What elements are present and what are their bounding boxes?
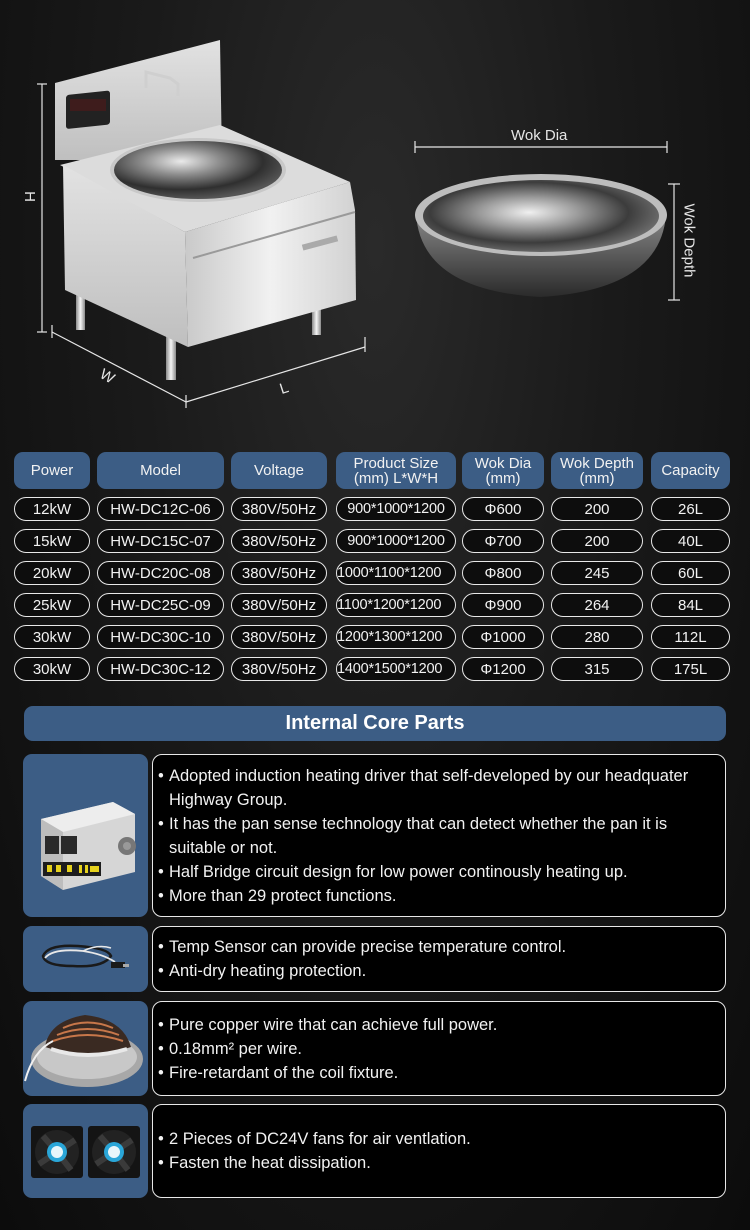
cell-power: 30kW	[14, 657, 90, 681]
cell-voltage: 380V/50Hz	[231, 625, 327, 649]
bullet-item: • 0.18mm² per wire.	[158, 1039, 302, 1058]
part-description-sensor	[152, 926, 726, 992]
core-parts-title: Internal Core Parts	[24, 706, 726, 741]
part-image-coil	[23, 1001, 148, 1096]
width-dimension-label: W	[96, 365, 118, 388]
cell-power: 15kW	[14, 529, 90, 553]
cell-size: 1000*1100*1200	[336, 561, 456, 585]
cell-size: 1400*1500*1200	[336, 657, 456, 681]
cell-size: 900*1000*1200	[336, 497, 456, 521]
header-power: Power	[14, 452, 90, 489]
wok-depth-label: Wok Depth	[680, 203, 698, 278]
temp-sensor-icon	[23, 926, 148, 992]
cell-capacity: 112L	[651, 625, 730, 649]
cell-size: 1200*1300*1200	[336, 625, 456, 649]
cell-power: 30kW	[14, 625, 90, 649]
header-voltage: Voltage	[231, 452, 327, 489]
cell-model: HW-DC30C-10	[97, 625, 224, 649]
header-wok-depth: Wok Depth (mm)	[551, 452, 643, 489]
header-model: Model	[97, 452, 224, 489]
part-image-driver	[23, 754, 148, 917]
bullet-item: • Fasten the heat dissipation.	[158, 1154, 371, 1172]
cell-model: HW-DC25C-09	[97, 593, 224, 617]
bullet-item: • Temp Sensor can provide precise temperature control.	[158, 938, 567, 956]
cell-wok-depth: 264	[551, 593, 643, 617]
bullet-item: • Pure copper wire that can achieve full power.	[158, 1015, 498, 1034]
header-capacity: Capacity	[651, 452, 730, 489]
cell-model: HW-DC30C-12	[97, 657, 224, 681]
induction-wok-stove-icon	[0, 0, 750, 430]
cell-wok-dia: Φ700	[462, 529, 544, 553]
cell-voltage: 380V/50Hz	[231, 593, 327, 617]
cell-capacity: 60L	[651, 561, 730, 585]
bullet-item: • It has the pan sense technology that can detect whether the pan it is suitable or not.	[158, 814, 668, 857]
cell-capacity: 84L	[651, 593, 730, 617]
cell-wok-depth: 200	[551, 529, 643, 553]
cell-power: 25kW	[14, 593, 90, 617]
part-description-fans	[152, 1104, 726, 1198]
bullet-item: • 2 Pieces of DC24V fans for air ventlation.	[158, 1130, 471, 1148]
induction-driver-board-icon	[23, 754, 148, 917]
cell-wok-dia: Φ900	[462, 593, 544, 617]
product-illustration	[0, 0, 750, 430]
part-image-fans	[23, 1104, 148, 1198]
part-description-coil	[152, 1001, 726, 1096]
cell-voltage: 380V/50Hz	[231, 529, 327, 553]
bullet-item: • Anti-dry heating protection.	[158, 962, 367, 980]
bullet-item: • Fire-retardant of the coil fixture.	[158, 1063, 399, 1082]
cell-wok-depth: 245	[551, 561, 643, 585]
wok-diameter-label: Wok Dia	[511, 127, 568, 144]
bullet-item: • More than 29 protect functions.	[158, 886, 397, 905]
cooling-fans-icon	[23, 1104, 148, 1198]
copper-coil-icon	[23, 1001, 148, 1096]
cell-wok-dia: Φ800	[462, 561, 544, 585]
height-dimension-label: H	[20, 191, 38, 202]
cell-capacity: 26L	[651, 497, 730, 521]
cell-wok-dia: Φ600	[462, 497, 544, 521]
cell-wok-dia: Φ1200	[462, 657, 544, 681]
header-wok-dia: Wok Dia (mm)	[462, 452, 544, 489]
bullet-item: • Adopted induction heating driver that self-developed by our headquater Highway Group.	[158, 766, 689, 809]
cell-power: 12kW	[14, 497, 90, 521]
cell-model: HW-DC20C-08	[97, 561, 224, 585]
cell-size: 900*1000*1200	[336, 529, 456, 553]
cell-power: 20kW	[14, 561, 90, 585]
length-dimension-label: L	[277, 379, 291, 398]
part-image-sensor	[23, 926, 148, 992]
cell-model: HW-DC12C-06	[97, 497, 224, 521]
cell-voltage: 380V/50Hz	[231, 657, 327, 681]
cell-wok-depth: 280	[551, 625, 643, 649]
part-description-driver	[152, 754, 726, 917]
cell-wok-dia: Φ1000	[462, 625, 544, 649]
cell-wok-depth: 315	[551, 657, 643, 681]
header-product-size: Product Size (mm) L*W*H	[336, 452, 456, 489]
cell-wok-depth: 200	[551, 497, 643, 521]
cell-model: HW-DC15C-07	[97, 529, 224, 553]
cell-capacity: 40L	[651, 529, 730, 553]
cell-capacity: 175L	[651, 657, 730, 681]
cell-size: 1100*1200*1200	[336, 593, 456, 617]
bullet-item: • Half Bridge circuit design for low power continously heating up.	[158, 862, 628, 881]
cell-voltage: 380V/50Hz	[231, 497, 327, 521]
cell-voltage: 380V/50Hz	[231, 561, 327, 585]
